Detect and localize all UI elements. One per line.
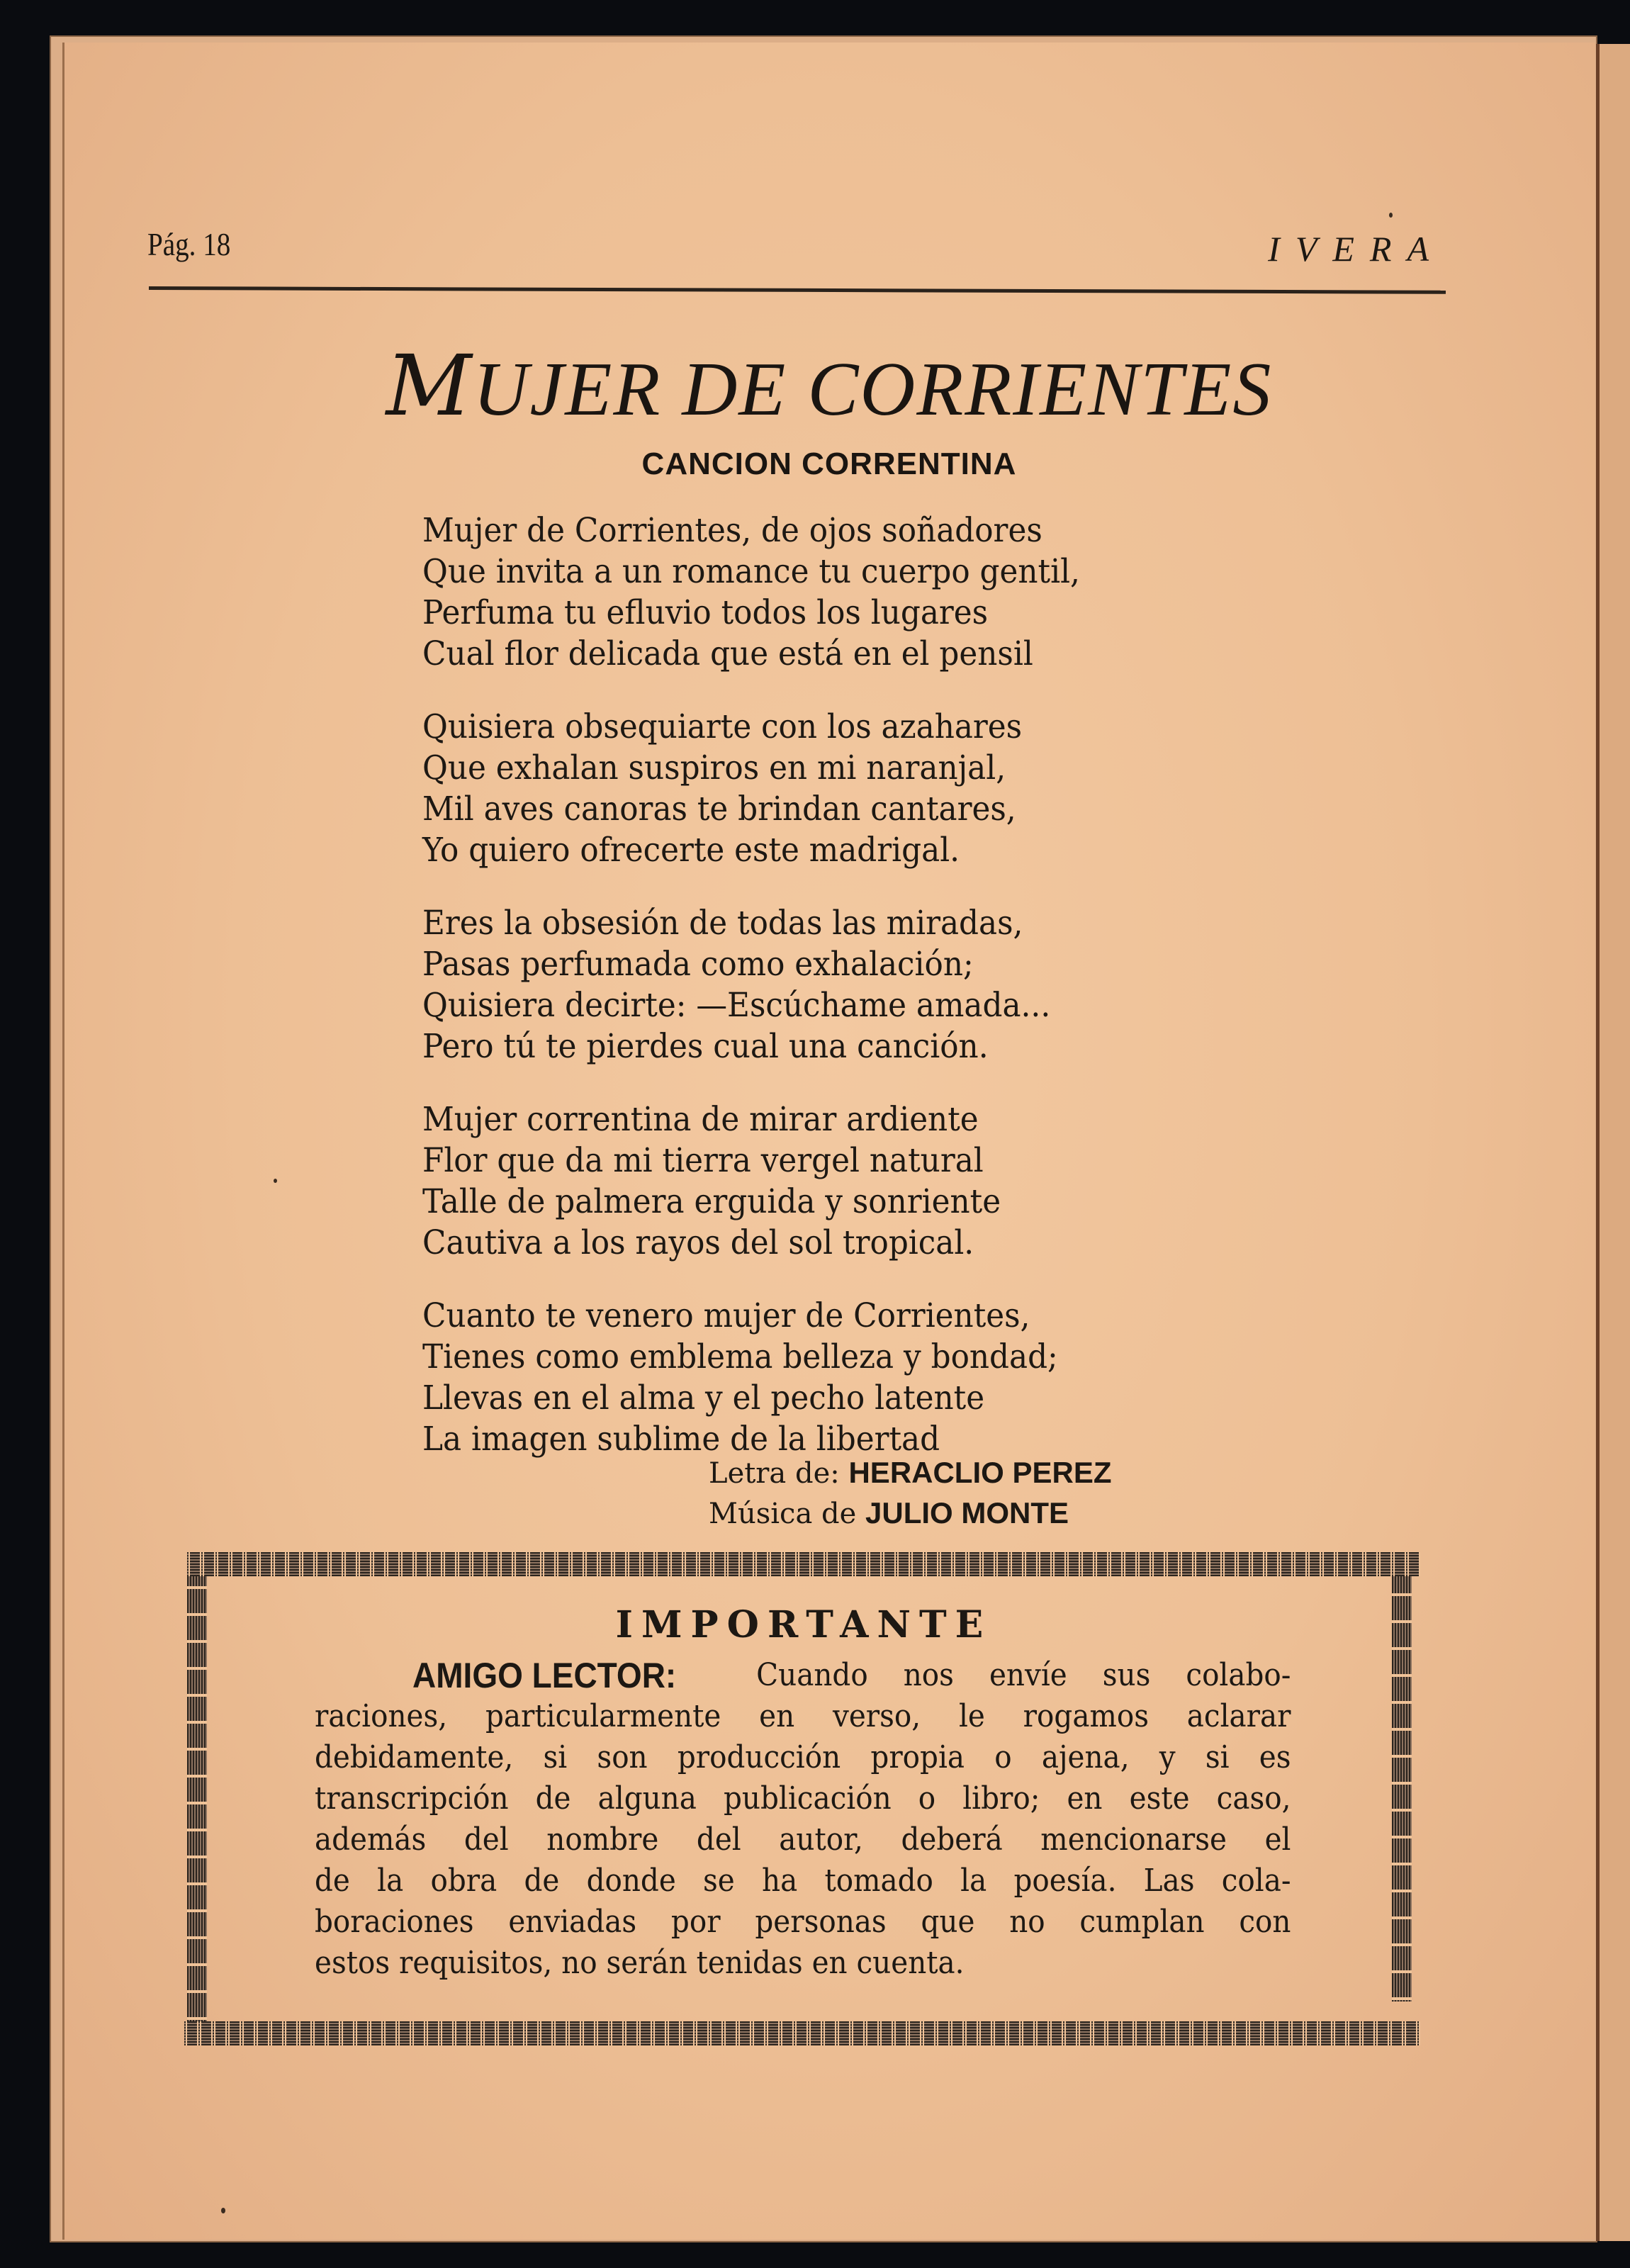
notice-word: enviadas	[508, 1904, 637, 1940]
credits	[709, 1453, 1112, 1534]
poem-line: Cautiva a los rayos del sol tropical.	[422, 1223, 974, 1262]
notice-word: ha	[762, 1863, 798, 1899]
notice-word: cuenta.	[856, 1945, 965, 1981]
poem	[422, 510, 1273, 1492]
poem-line: Pasas perfumada como exhalación;	[422, 945, 974, 984]
poem-line: Mujer de Corrientes, de ojos soñadores	[422, 511, 1042, 550]
notice-word: si	[1205, 1739, 1230, 1775]
paper-speck	[274, 1179, 277, 1183]
notice-word: colabo-	[1186, 1657, 1291, 1693]
notice-word: de	[315, 1863, 350, 1899]
notice-word: alguna	[597, 1780, 697, 1817]
notice-word: publicación	[723, 1780, 892, 1817]
lyrics-credit	[709, 1453, 1112, 1493]
notice-word: que	[921, 1904, 975, 1940]
notice-word: producción	[677, 1739, 841, 1775]
paper-speck	[1389, 213, 1393, 218]
poem-line: Quisiera decirte: —Escúchame amada...	[422, 986, 1051, 1025]
notice-word: la	[960, 1863, 987, 1899]
notice-line	[315, 1696, 1291, 1737]
notice-line	[315, 1819, 1291, 1860]
notice-word: Las	[1143, 1863, 1195, 1899]
notice-word: caso,	[1216, 1780, 1291, 1817]
page-number: Pág. 18	[147, 226, 231, 262]
notice-word: debidamente,	[315, 1739, 514, 1775]
notice-word: el	[1264, 1821, 1291, 1858]
notice-word: requisitos,	[399, 1945, 553, 1981]
notice-word: propia	[870, 1739, 965, 1775]
notice-word: del	[463, 1821, 509, 1858]
poem-line: Tienes como emblema belleza y bondad;	[422, 1337, 1058, 1376]
notice-word: con	[1239, 1904, 1291, 1940]
poem-line: Que exhalan suspiros en mi naranjal,	[422, 748, 1006, 787]
notice-word: este	[1129, 1780, 1190, 1817]
notice-word: cumplan	[1079, 1904, 1205, 1940]
notice-word: envíe	[989, 1657, 1067, 1693]
poem-line: Eres la obsesión de todas las miradas,	[422, 904, 1023, 943]
notice-word: autor,	[779, 1821, 863, 1858]
music-author: JULIO MONTE	[865, 1496, 1069, 1529]
notice-word: de	[524, 1863, 560, 1899]
notice-word: sus	[1102, 1657, 1151, 1693]
notice-word: no	[1009, 1904, 1045, 1940]
title-initial: M	[386, 337, 473, 434]
poem-line: La imagen sublime de la libertad	[422, 1420, 940, 1459]
notice-word: deberá	[901, 1821, 1003, 1858]
notice-word: nos	[903, 1657, 954, 1693]
notice-line	[315, 1902, 1291, 1943]
notice-body	[315, 1655, 1293, 1984]
notice-word: Cuando	[756, 1657, 868, 1693]
notice-word: de	[535, 1780, 571, 1817]
notice-line	[315, 1737, 1291, 1778]
poem-line: Mil aves canoras te brindan cantares,	[422, 790, 1016, 829]
notice-border-top	[187, 1552, 1420, 1576]
magazine-name: IVERA	[1268, 229, 1444, 269]
lyrics-author: HERACLIO PEREZ	[848, 1456, 1112, 1489]
stanza	[422, 707, 1273, 871]
notice-word: la	[377, 1863, 404, 1899]
notice-word: del	[696, 1821, 741, 1858]
notice-title: IMPORTANTE	[615, 1603, 992, 1646]
notice-word: verso,	[832, 1698, 921, 1734]
notice-word: poesía.	[1013, 1863, 1117, 1899]
song-subtitle: CANCION CORRENTINA	[641, 447, 1017, 481]
notice-word: estos	[315, 1945, 390, 1981]
notice-word: donde	[586, 1863, 676, 1899]
poem-line: Flor que da mi tierra vergel natural	[422, 1141, 984, 1180]
notice-word: o	[918, 1780, 936, 1817]
notice-word: transcripción	[315, 1780, 509, 1817]
poem-line: Talle de palmera erguida y sonriente	[422, 1182, 1001, 1221]
notice-word: en	[811, 1945, 848, 1981]
notice-word: le	[958, 1698, 985, 1734]
poem-line: Pero tú te pierdes cual una canción.	[422, 1027, 989, 1066]
notice-word: en	[759, 1698, 795, 1734]
notice-word: boraciones	[315, 1904, 474, 1940]
notice-lead: AMIGO LECTOR:	[412, 1656, 677, 1695]
notice-word: si	[543, 1739, 568, 1775]
notice-word: particularmente	[485, 1698, 721, 1734]
notice-word: o	[994, 1739, 1012, 1775]
title-rest: UJER DE CORRIENTES	[473, 347, 1273, 432]
stanza	[422, 1296, 1273, 1460]
notice-word: mencionarse	[1040, 1821, 1227, 1858]
notice-word: es	[1259, 1739, 1291, 1775]
poem-line: Que invita a un romance tu cuerpo gentil,	[422, 552, 1080, 591]
stanza	[422, 1099, 1273, 1264]
notice-word: raciones,	[315, 1698, 448, 1734]
notice-word: tomado	[824, 1863, 933, 1899]
notice-word: se	[703, 1863, 735, 1899]
poem-line: Cuanto te venero mujer de Corrientes,	[422, 1296, 1030, 1335]
notice-word: y	[1159, 1739, 1176, 1775]
notice-line	[315, 1943, 1291, 1984]
notice-line	[315, 1860, 1291, 1902]
notice-word: aclarar	[1186, 1698, 1291, 1734]
poem-line: Llevas en el alma y el pecho latente	[422, 1379, 985, 1418]
stanza	[422, 903, 1273, 1067]
notice-word: en	[1067, 1780, 1103, 1817]
paper-speck	[221, 2208, 225, 2213]
poem-line: Cual flor delicada que está en el pensil	[422, 634, 1033, 673]
lyrics-label: Letra de:	[709, 1457, 840, 1490]
poem-line: Quisiera obsequiarte con los azahares	[422, 707, 1023, 746]
notice-border-bottom	[184, 2021, 1420, 2045]
poem-line: Yo quiero ofrecerte este madrigal.	[422, 831, 960, 870]
notice-word: ajena,	[1041, 1739, 1130, 1775]
poem-line: Perfuma tu efluvio todos los lugares	[422, 593, 989, 632]
notice-word: rogamos	[1023, 1698, 1149, 1734]
notice-box	[187, 1552, 1420, 2048]
notice-word: no	[561, 1945, 597, 1981]
notice-word: son	[597, 1739, 648, 1775]
notice-word: además	[315, 1821, 427, 1858]
notice-word: cola-	[1221, 1863, 1291, 1899]
notice-word: por	[670, 1904, 721, 1940]
stanza	[422, 510, 1273, 675]
music-credit	[709, 1493, 1112, 1534]
notice-word: tenidas	[696, 1945, 803, 1981]
page-header	[147, 225, 1444, 268]
notice-word: serán	[606, 1945, 687, 1981]
notice-line	[315, 1655, 1291, 1696]
notice-line	[315, 1778, 1291, 1819]
song-title	[0, 337, 1630, 434]
notice-word: personas	[755, 1904, 887, 1940]
poem-line: Mujer correntina de mirar ardiente	[422, 1100, 979, 1139]
notice-word: obra	[430, 1863, 498, 1899]
notice-word: libro;	[962, 1780, 1040, 1817]
music-label: Música de	[709, 1498, 857, 1530]
notice-word: nombre	[546, 1821, 659, 1858]
